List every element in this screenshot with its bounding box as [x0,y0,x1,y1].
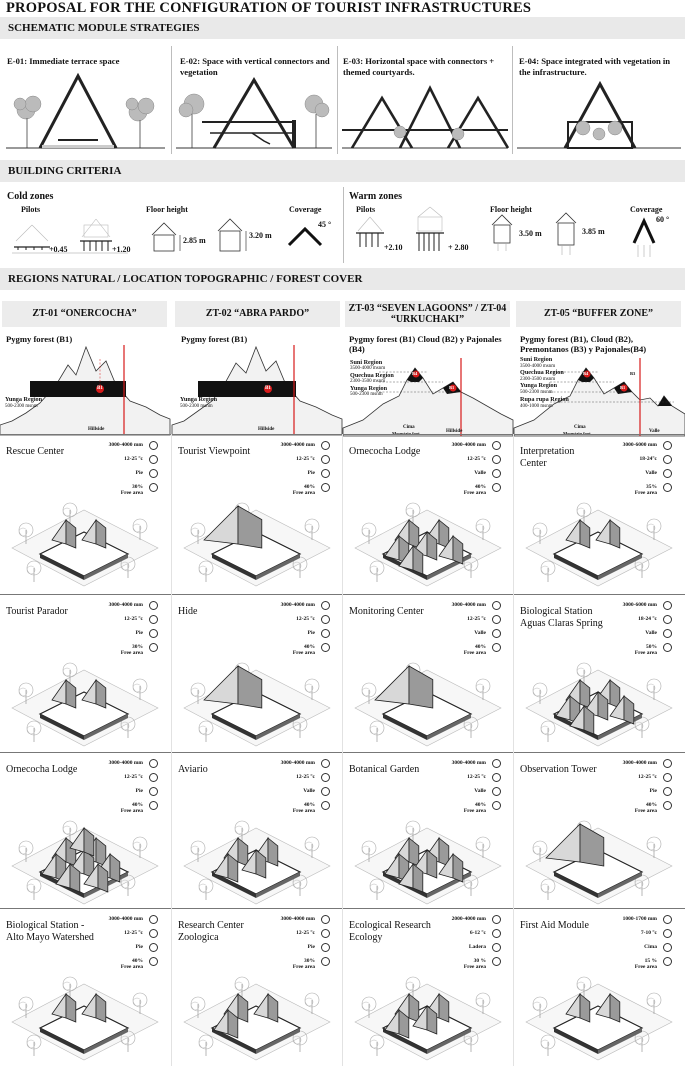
tree-icon [370,561,384,582]
facility-illustration [343,620,514,750]
zone-forest-zt02: Pygmy forest (B1) [181,334,248,344]
stat-terrain: Pie [135,788,143,794]
stat-temp: 12-25 °c [124,930,143,936]
facility-name: Botanical Garden [349,764,420,775]
stat-terrain: Pie [649,788,657,794]
cold-coverage-value: 45 ° [318,220,332,229]
facility-card [0,910,171,1068]
stat-rain: 3000-4000 mm [451,602,486,608]
stat-rain: 1000-1700 mm [622,916,657,922]
strategy-e03-diagram [338,40,512,158]
zt03-foot-cima: Cima [403,425,415,430]
warm-floor-label: Floor height [490,205,532,214]
facility-illustration [514,934,685,1064]
facility-name: Aguas Claras Spring [520,618,603,629]
stat-free-label: Free area [634,490,657,496]
stat-temp: 6-12 °c [469,930,486,936]
cold-floor-value-2: 3.20 m [249,231,272,240]
facility-illustration [0,460,171,590]
zt03-badge-b1: B1 [449,385,455,390]
facility-card [172,754,343,912]
stat-terrain: Cima [644,944,657,950]
facility-card [343,910,514,1068]
stat-terrain: Pie [135,630,143,636]
facility-name: Ecological Research [349,920,431,931]
zt01-foot-label: Hillside [88,427,105,432]
stat-rain: 3000-4000 mm [108,916,143,922]
rainfall-icon [492,601,501,610]
facility-name: Ornecocha Lodge [349,446,421,457]
tree-icon [541,879,555,900]
facility-illustration [514,778,685,908]
zone-forest-zt05: Pygmy forest (B1), Cloud (B2), Premontanos (B3) y Pajonales(B4) [520,334,647,354]
zt05-region-suni-range: 3500-4000 msnm [520,364,556,369]
rainfall-icon [321,441,330,450]
cold-pilots-label: Pilots [21,205,41,214]
topography-zt02 [172,345,342,435]
zt02-foot-label: Hillside [258,427,275,432]
stat-rain: 2000-4000 mm [451,916,486,922]
facility-name: First Aid Module [520,920,589,931]
stat-temp: 12-25 °c [467,616,486,622]
tree-icon [27,1035,41,1056]
warm-pilot-value-2: + 2.80 [448,243,469,252]
zt03-region-suni: Suni Region [350,359,383,366]
tree-icon [370,879,384,900]
strategy-label-e01: E-01: Immediate terrace space [7,56,120,66]
stat-terrain: Valle [645,630,657,636]
cold-floor-label: Floor height [146,205,188,214]
facility-name: Research Center [178,920,244,931]
tree-icon [199,879,213,900]
stat-rain: 3000-4000 mm [280,602,315,608]
stat-temp: 12-25 °c [467,456,486,462]
rainfall-icon [149,915,158,924]
facility-illustration [172,778,343,908]
section-regions: REGIONS NATURAL / LOCATION TOPOGRAPHIC / FOREST COVER [0,268,685,290]
facility-card [172,596,343,754]
zt05-region-quechua: Quechua Region [520,369,564,376]
stat-free: 40% [475,644,486,650]
facility-card [514,596,685,754]
stat-temp: 12-25 °c [296,774,315,780]
strategy-e01-diagram [0,40,171,158]
zt03-region-yunga-range: 500-2300 msnm [350,392,383,397]
stat-temp: 18-24 °c [638,616,657,622]
tree-icon [199,561,213,582]
facility-illustration [172,460,343,590]
zt05-region-suni: Suni Region [520,356,553,363]
zt05-region-quechua-range: 2300-3500 msnm [520,377,556,382]
facility-card [514,754,685,912]
zt05-region-yunga: Yunga Region [520,382,558,389]
strategy-e02-diagram [172,40,337,158]
strategies-panel [0,40,685,158]
zone-header-zt05: ZT-05 “BUFFER ZONE” [516,301,681,327]
stat-terrain: Valle [645,470,657,476]
tree-icon [541,561,555,582]
zone-header-zt01: ZT-01 “ONERCOCHA” [2,301,167,327]
topography-zt01 [0,345,170,435]
stat-free-label: Free area [463,964,486,970]
cold-zones-title: Cold zones [7,191,54,202]
warm-pilots-diagrams [352,211,462,259]
facility-name: Tourist Viewpoint [178,446,251,457]
zt05-foot-cima: Cima [574,425,586,430]
rainfall-icon [663,759,672,768]
facility-illustration [343,460,514,590]
facility-grid [0,434,685,1072]
stat-terrain: Valle [474,630,486,636]
rainfall-icon [492,759,501,768]
rainfall-icon [492,441,501,450]
stat-rain: 3000-4000 mm [622,760,657,766]
stat-free: 30% [132,644,143,650]
stat-free: 30% [132,484,143,490]
facility-name: Monitoring Center [349,606,424,617]
stat-free: 40% [132,802,143,808]
tree-icon [541,1035,555,1056]
stat-free-label: Free area [463,808,486,814]
stat-free-label: Free area [292,964,315,970]
stat-free-label: Free area [120,808,143,814]
stat-rain: 3000-4000 mm [108,602,143,608]
facility-card [172,910,343,1068]
strategy-label-e02: E-02: Space with vertical connectors and vegetation [180,56,330,77]
facility-card [514,910,685,1068]
section-strategies: SCHEMATIC MODULE STRATEGIES [0,17,685,39]
stat-free: 35% [646,484,657,490]
stat-rain: 3000-4000 mm [280,442,315,448]
facility-card [514,436,685,594]
rainfall-icon [321,759,330,768]
rainfall-icon [321,601,330,610]
rainfall-icon [149,441,158,450]
facility-card [0,436,171,594]
column-divider [171,434,172,1066]
facility-name: Ecology [349,932,383,943]
zt05-region-rupa: Rupa rupa Region [520,396,569,403]
column-divider [513,434,514,1066]
stat-terrain: Ladera [468,944,486,950]
stat-rain: 3000-4000 mm [280,760,315,766]
facility-name: Biological Station [520,606,593,617]
stat-rain: 3000-4000 mm [280,916,315,922]
stat-temp: 12-25 °c [296,616,315,622]
stat-terrain: Valle [303,788,315,794]
zt01-region-name: Yunga Region [5,396,43,403]
stat-temp: 12-25 °c [124,774,143,780]
tree-icon [27,561,41,582]
facility-illustration [514,460,685,590]
facility-card [343,436,514,594]
zone-header-zt02: ZT-02 “ABRA PARDO” [175,301,340,327]
rainfall-icon [492,915,501,924]
stat-free-label: Free area [120,964,143,970]
zt03-region-quechua: Quechua Region [350,372,394,379]
stat-free: 40% [304,802,315,808]
stat-rain: 3000-4000 mm [108,760,143,766]
stat-free: 50% [646,644,657,650]
tree-icon [199,1035,213,1056]
zone-forest-zt03: Pygmy forest (B1) Cloud (B2) y Pajonales (B4) [349,334,502,354]
zt01-badge: B1 [97,386,103,391]
facility-name: Zoologica [178,932,219,943]
zt03-foot-hillside: Hillside [446,429,463,434]
zt02-badge: B1 [265,386,271,391]
zt02-region-range: 500-2300 msnm [180,404,213,409]
tree-icon [370,721,384,742]
zt05-region-yunga-range: 500-2300 msnm [520,390,553,395]
stat-free-label: Free area [634,650,657,656]
facility-name: Observation Tower [520,764,597,775]
stat-free-label: Free area [634,964,657,970]
tree-icon [370,1035,384,1056]
stat-free: 40% [304,644,315,650]
facility-card [0,596,171,754]
facility-name: Hide [178,606,198,617]
zt01-region-range: 500-2300 msnm [5,404,38,409]
column-divider [342,434,343,1066]
stat-terrain: Pie [307,630,315,636]
stat-free-label: Free area [120,650,143,656]
zone-header-zt03-zt04: ZT-03 “SEVEN LAGOONS” / ZT-04 “URKUCHAKI” [345,301,510,327]
warm-floor-value-1: 3.50 m [519,229,542,238]
facility-illustration [0,778,171,908]
cold-pilot-value-1: +0.45 [49,245,68,254]
page-title: PROPOSAL FOR THE CONFIGURATION OF TOURIST INFRASTRUCTURES [6,0,532,16]
zone-forest-zt01: Pygmy forest (B1) [6,334,73,344]
zt03-badge-b4: B4 [412,371,418,376]
stat-terrain: Pie [135,944,143,950]
zt05-badge-b1: B1 [620,385,626,390]
facility-illustration [0,620,171,750]
stat-temp: 12-25 °c [124,616,143,622]
facility-illustration [514,620,685,750]
stat-free-label: Free area [292,650,315,656]
stat-free: 40% [475,484,486,490]
stat-free: 30% [304,958,315,964]
facility-name: Rescue Center [6,446,65,457]
stat-free-label: Free area [292,808,315,814]
stat-rain: 3000-6000 mm [622,602,657,608]
stat-terrain: Pie [135,470,143,476]
stat-free-label: Free area [292,490,315,496]
rainfall-icon [663,441,672,450]
warm-coverage-label: Coverage [630,205,663,214]
strategy-label-e04: E-04: Space integrated with vegetation in the infrastructure. [519,56,671,77]
facility-name: Alto Mayo Watershed [6,932,94,943]
strategy-e04-diagram [513,40,685,158]
facility-illustration [172,620,343,750]
facility-name: Ornecocha Lodge [6,764,78,775]
stat-free: 40% [132,958,143,964]
tree-icon [27,721,41,742]
section-criteria: BUILDING CRITERIA [0,160,685,182]
facility-card [343,596,514,754]
facility-name: Biological Station - [6,920,85,931]
zt05-badge-b3: B3 [630,371,636,376]
stat-terrain: Pie [307,470,315,476]
zt03-region-suni-range: 3500-4000 msnm [350,366,386,371]
facility-illustration [172,934,343,1064]
stat-free: 40% [304,484,315,490]
stat-rain: 3000-6000 mm [622,442,657,448]
zt03-region-quechua-range: 2300-3500 msnm [350,379,386,384]
facility-name: Aviario [178,764,208,775]
stat-free: 15 % [644,958,657,964]
rainfall-icon [149,601,158,610]
facility-card [343,754,514,912]
stat-temp: 12-25 °c [638,774,657,780]
zt05-foot-valle: Valle [649,429,660,434]
cold-pilot-value-2: +1.20 [112,245,131,254]
warm-pilot-value-1: +2.10 [384,243,403,252]
stat-free: 40% [475,802,486,808]
facility-card [172,436,343,594]
stat-temp: 12-25 °c [296,456,315,462]
facility-illustration [343,778,514,908]
stat-free-label: Free area [634,808,657,814]
facility-name: Tourist Parador [6,606,68,617]
stat-temp: 12-25 °c [296,930,315,936]
tree-icon [199,721,213,742]
facility-illustration [343,934,514,1064]
stat-temp: 12-25 °c [467,774,486,780]
facility-name: Center [520,458,547,469]
stat-free-label: Free area [463,650,486,656]
rainfall-icon [663,915,672,924]
tree-icon [541,721,555,742]
stat-free: 40% [646,802,657,808]
warm-pilots-label: Pilots [356,205,376,214]
stat-rain: 3000-4000 mm [451,442,486,448]
zt05-region-rupa-range: 400-1000 msnm [520,404,553,409]
stat-temp: 7-10 °c [640,930,657,936]
stat-terrain: Valle [474,470,486,476]
tree-icon [27,879,41,900]
rainfall-icon [149,759,158,768]
divider [343,187,344,263]
warm-zones-title: Warm zones [349,191,403,202]
cold-coverage-label: Coverage [289,205,322,214]
stat-terrain: Pie [307,944,315,950]
cold-floor-value-1: 2.85 m [183,236,206,245]
stat-free: 30 % [473,958,486,964]
stat-temp: 18-24°c [639,456,657,462]
rainfall-icon [321,915,330,924]
criteria-panel [0,183,685,268]
zt02-region-name: Yunga Region [180,396,218,403]
warm-floor-value-2: 3.85 m [582,227,605,236]
stat-temp: 12-25 °c [124,456,143,462]
facility-card [0,754,171,912]
facility-name: Interpretation [520,446,575,457]
stat-free-label: Free area [463,490,486,496]
warm-coverage-value: 60 ° [656,215,670,224]
zt05-badge-b4: B4 [583,371,589,376]
rainfall-icon [663,601,672,610]
strategy-label-e03: E-03: Horizontal space with connectors + themed courtyards. [343,56,495,77]
stat-terrain: Valle [474,788,486,794]
zt03-region-yunga: Yunga Region [350,385,388,392]
stat-rain: 3000-4000 mm [108,442,143,448]
facility-illustration [0,934,171,1064]
stat-free-label: Free area [120,490,143,496]
stat-rain: 3000-4000 mm [451,760,486,766]
